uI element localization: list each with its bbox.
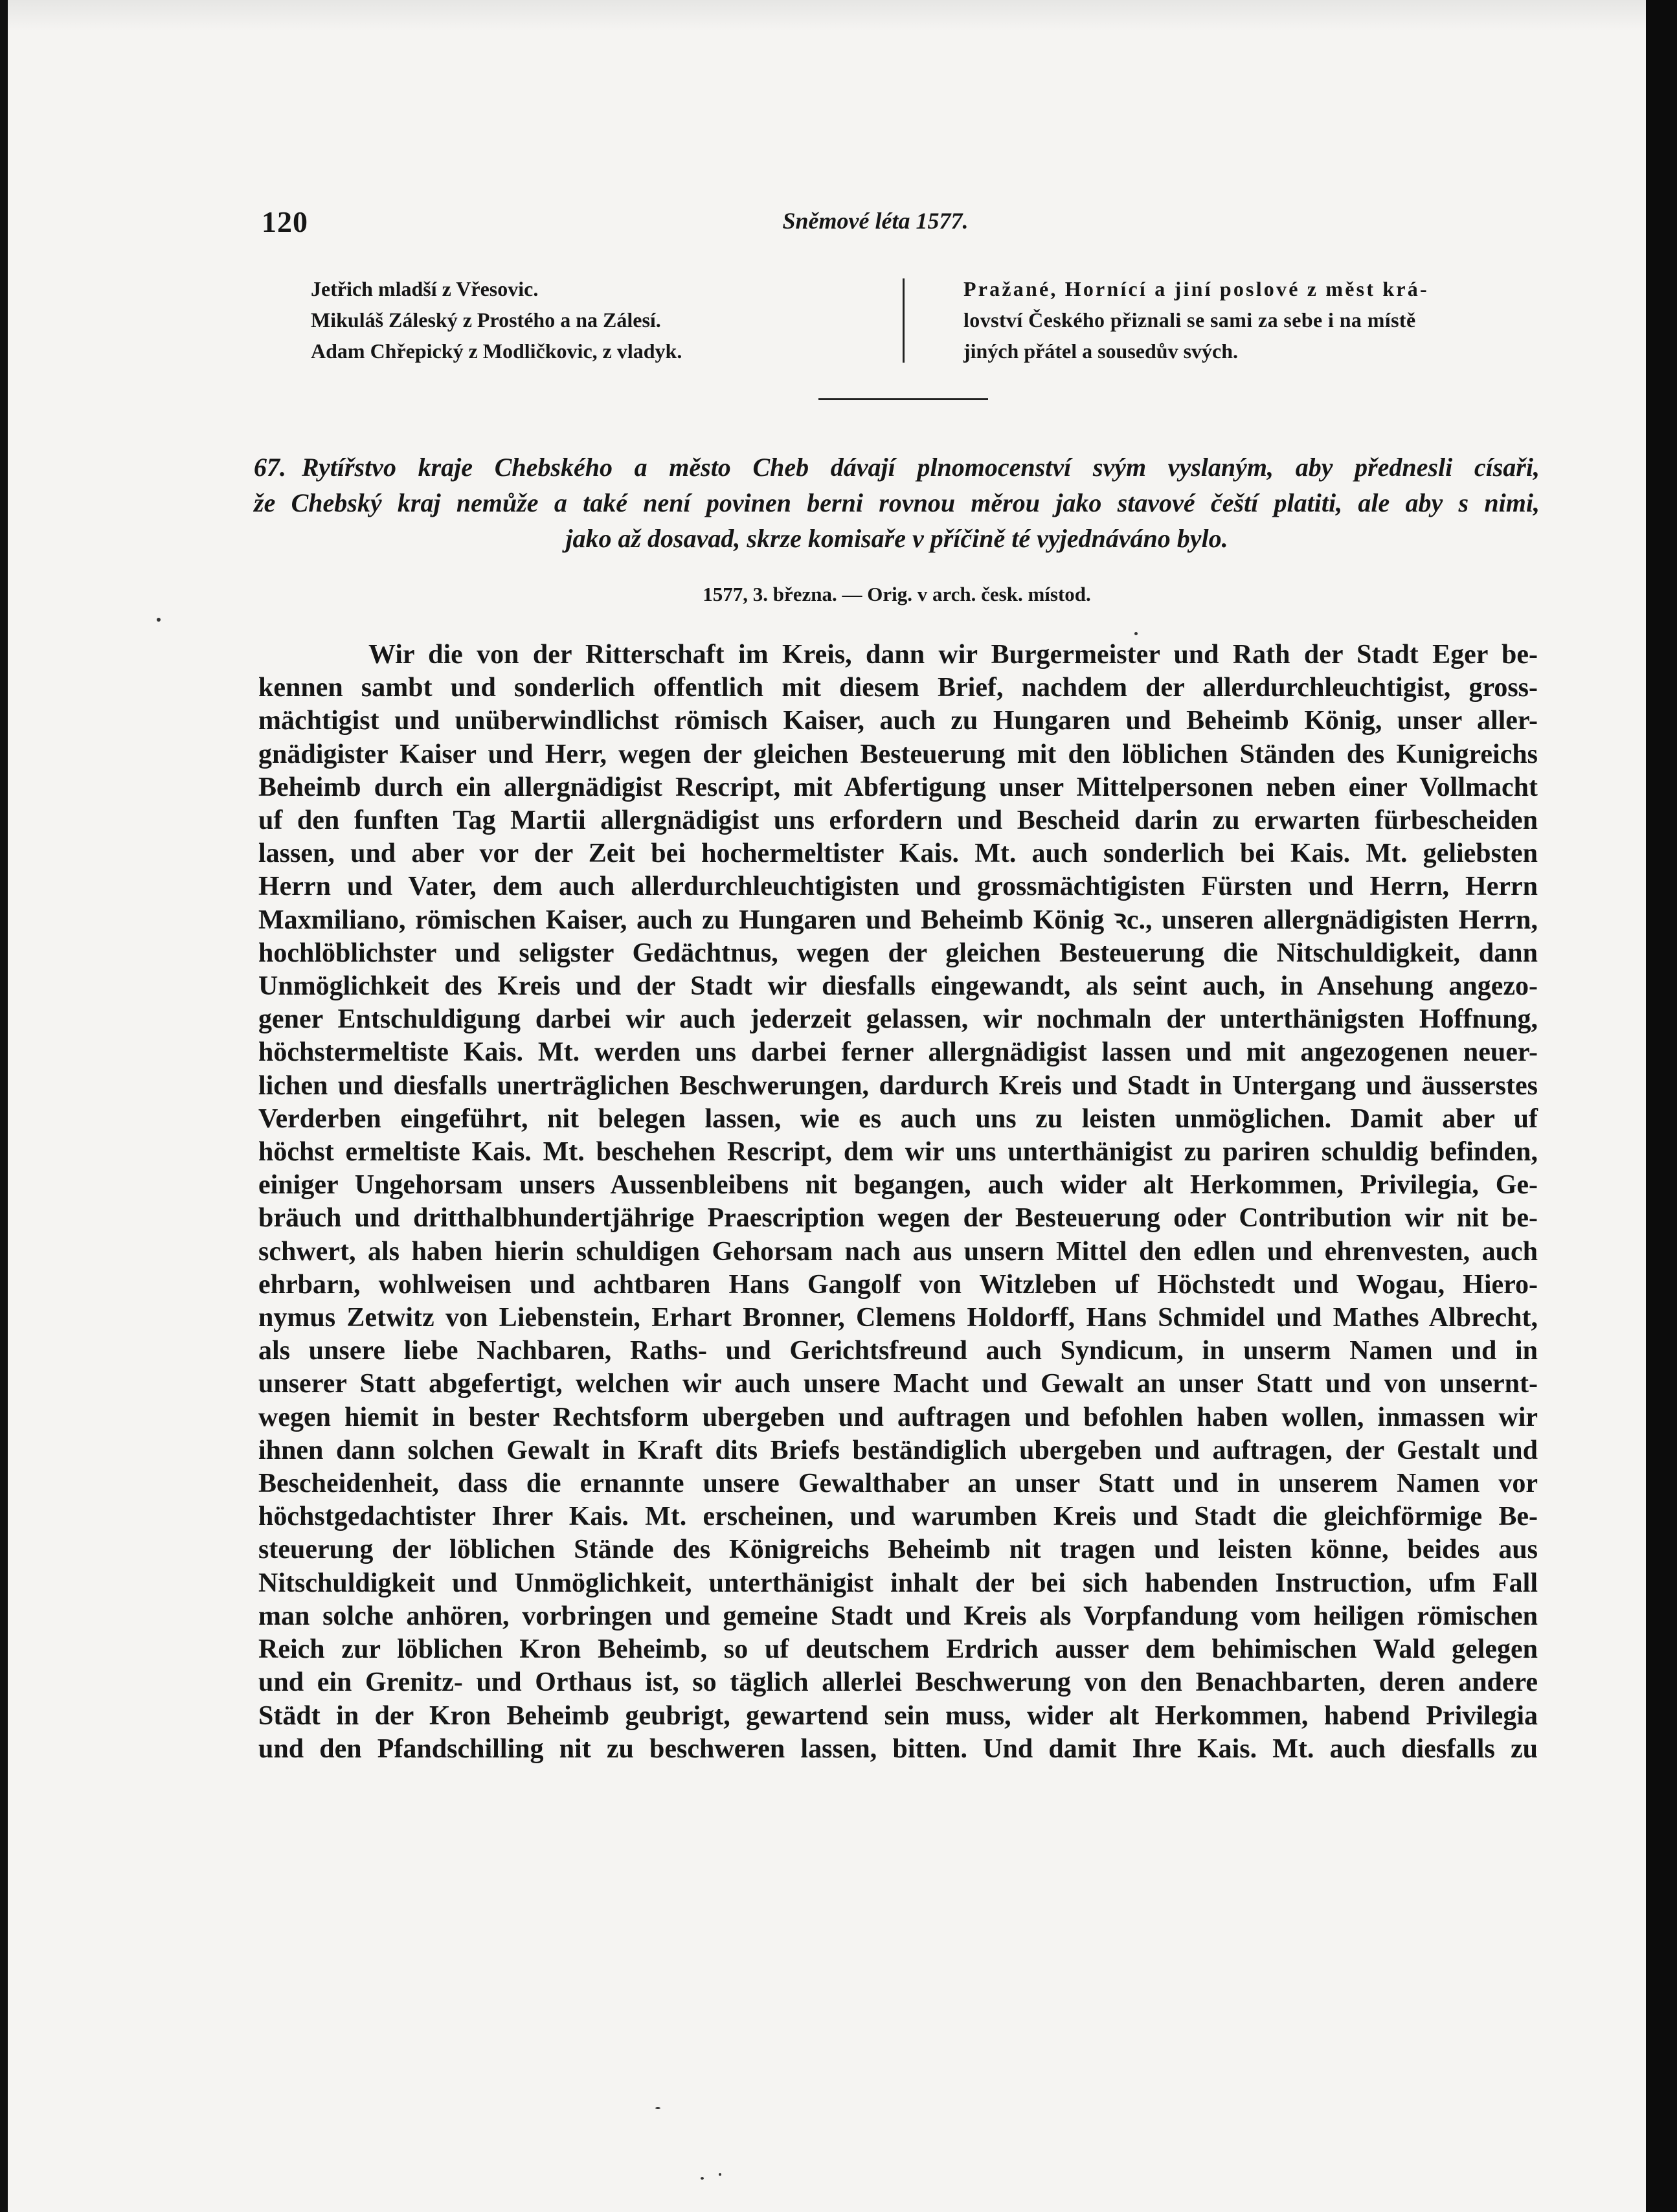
running-title: Sněmové léta 1577. [782, 208, 969, 234]
body-line: unserer Statt abgefertigt, welchen wir auch unsere Macht und Gewalt an unser Statt und von unsernt- [258, 1369, 1538, 1399]
body-line: Reich zur löblichen Kron Beheimb, so uf deutschem Erdrich ausser dem behimischen Wald gelegen [258, 1634, 1538, 1665]
right-column-line: Pražané, Hornící a jiní poslové z měst krá- [963, 277, 1429, 300]
section-number: 67. [254, 453, 286, 482]
heading-line: že Chebský kraj nemůže a také není povinen berni rovnou měrou jako stavové čeští platiti, ale aby s nimi, [254, 488, 1540, 517]
left-column-line: Adam Chřepický z Modličkovic, z vladyk. [311, 339, 682, 363]
source-citation: 1577, 3. března. — Orig. v arch. česk. místod. [703, 583, 1091, 605]
body-line: kennen sambt und sonderlich offentlich mit diesem Brief, nachdem der allerdurchleuchtigist, gross- [258, 673, 1538, 703]
body-line: wegen hiemit in bester Rechtsform ubergeben und auftragen und befohlen haben wollen, inmassen wir [258, 1402, 1538, 1432]
body-line: uf den funften Tag Martii allergnädigist uns erfordern und Bescheid darin zu erwarten fürbescheiden [258, 806, 1538, 836]
body-line: ehrbarn, wohlweisen und achtbaren Hans Gangolf von Witzleben uf Höchstedt und Wogau, Hiero- [258, 1269, 1538, 1300]
body-line: lassen, und aber vor der Zeit bei hochermeltister Kais. Mt. auch sonderlich bei Kais. Mt. geliebsten [258, 839, 1538, 869]
left-column-line: Mikuláš Záleský z Prostého a na Zálesí. [311, 308, 661, 332]
body-line: Städt in der Kron Beheimb geubrigt, gewartend sein muss, wider alt Herkommen, habend Privilegia [258, 1700, 1538, 1731]
heading-line [254, 449, 1540, 485]
left-column-line: Jetřich mladší z Vřesovic. [311, 277, 539, 300]
body-line: Beheimb durch ein allergnädigist Rescript, mit Abfertigung unser Mittelpersonen neben einer Vollmacht [258, 772, 1538, 802]
body-line: Wir die von der Ritterschaft im Kreis, dann wir Burgermeister und Rath der Stadt Eger be- [368, 640, 1538, 670]
body-line: steuerung der löblichen Stände des Königreichs Beheimb nit tragen und leisten könne, beides aus [258, 1535, 1538, 1565]
body-line: Bescheidenheit, dass die ernannte unsere Gewalthaber an unser Statt und in unserem Namen vor [258, 1469, 1538, 1499]
body-line: einiger Ungehorsam unsers Aussenbleibens nit begangen, auch wider alt Herkommen, Privilegia, Ge- [258, 1170, 1538, 1201]
scan-speck [655, 2107, 660, 2109]
page-number: 120 [262, 205, 308, 238]
body-line: höchstermeltiste Kais. Mt. werden uns darbei ferner allergnädigist lassen und mit angezogenen neuer- [258, 1037, 1538, 1068]
body-line: Nitschuldigkeit und Unmöglichkeit, unterthänigist inhalt der bei sich habenden Instruction, ufm Fall [258, 1568, 1538, 1598]
scan-speck [1134, 632, 1138, 635]
column-divider [903, 278, 905, 363]
right-column [963, 273, 1546, 367]
body-line: bräuch und dritthalbhundertjährige Praescription wegen der Besteuerung oder Contribution wir nit be- [258, 1203, 1538, 1234]
body-line: höchst ermeltiste Kais. Mt. beschehen Rescript, dem wir uns unterthänigist zu pariren schuldig befinden, [258, 1137, 1538, 1168]
body-line: Maxmiliano, römischen Kaiser, auch zu Hungaren und Beheimb König ꝛc., unseren allergnädigisten Herrn, [258, 905, 1538, 935]
body-line: gnädigister Kaiser und Herr, wegen der gleichen Besteuerung mit den löblichen Ständen des Kunigreichs [258, 739, 1538, 769]
body-line: nymus Zetwitz von Liebenstein, Erhart Bronner, Clemens Holdorff, Hans Schmidel und Mathes Albrecht, [258, 1303, 1538, 1333]
heading-line: jako až dosavad, skrze komisaře v příčině té vyjednáváno bylo. [565, 524, 1228, 553]
body-line: höchstgedachtister Ihrer Kais. Mt. erscheinen, und warumben Kreis und Stadt die gleichförmige Be- [258, 1502, 1538, 1532]
left-column [311, 273, 894, 367]
body-line: als unsere liebe Nachbaren, Raths- und Gerichtsfreund auch Syndicum, in unserm Namen und in [258, 1336, 1538, 1366]
body-line: gener Entschuldigung darbei wir auch jederzeit gelassen, wir nochmaln der unterthänigsten Hoffnung, [258, 1004, 1538, 1035]
right-column-line: jiných přátel a sousedův svých. [963, 339, 1239, 363]
body-line: Unmöglichkeit des Kreis und der Stadt wir diesfalls eingewandt, als seint auch, in Ansehung angezo- [258, 971, 1538, 1002]
body-line: und ein Grenitz- und Orthaus ist, so täglich allerlei Beschwerung von den Benachbarten, deren andere [258, 1667, 1538, 1698]
scan-speck [157, 618, 161, 622]
scanner-border [1646, 0, 1677, 2212]
scan-speck [701, 2177, 704, 2180]
body-line: man solche anhören, vorbringen und gemeine Stadt und Kreis als Vorpfandung vom heiligen römischen [258, 1601, 1538, 1631]
scanned-page [8, 0, 1646, 2212]
body-line: Herrn und Vater, dem auch allerdurchleuchtigisten und grossmächtigisten Fürsten und Herrn, Herrn [258, 872, 1538, 902]
heading-text: Rytířstvo kraje Chebského a město Cheb dávají plnomocenství svým vyslaným, aby přednesli císaři, [302, 453, 1540, 482]
body-line: Verderben eingeführt, nit belegen lassen, wie es auch uns zu leisten unmöglichen. Damit aber uf [258, 1103, 1538, 1134]
section-heading [254, 449, 1540, 556]
body-line: hochlöblichster und seligster Gedächtnus, wegen der gleichen Besteuerung die Nitschuldigkeit, dann [258, 938, 1538, 968]
scan-speck [719, 2173, 721, 2176]
separator-rule [818, 398, 988, 400]
scan-shadow [8, 0, 1646, 31]
right-column-line: lovství Českého přiznali se sami za sebe i na místě [963, 308, 1416, 332]
body-line: lichen und diesfalls unerträglichen Beschwerungen, dardurch Kreis und Stadt in Untergang und äusserstes [258, 1070, 1538, 1101]
body-line: schwert, als haben hierin schuldigen Gehorsam nach aus unsern Mittel den edlen und ehrenvesten, auch [258, 1236, 1538, 1267]
body-line: ihnen dann solchen Gewalt in Kraft dits Briefs beständiglich ubergeben und auftragen, der Gestalt und [258, 1435, 1538, 1465]
body-text [258, 638, 1538, 1766]
body-line: und den Pfandschilling nit zu beschweren lassen, bitten. Und damit Ihre Kais. Mt. auch diesfalls zu [258, 1733, 1538, 1764]
body-line: mächtigist und unüberwindlichst römisch Kaiser, auch zu Hungaren und Beheimb König, unser aller- [258, 706, 1538, 736]
